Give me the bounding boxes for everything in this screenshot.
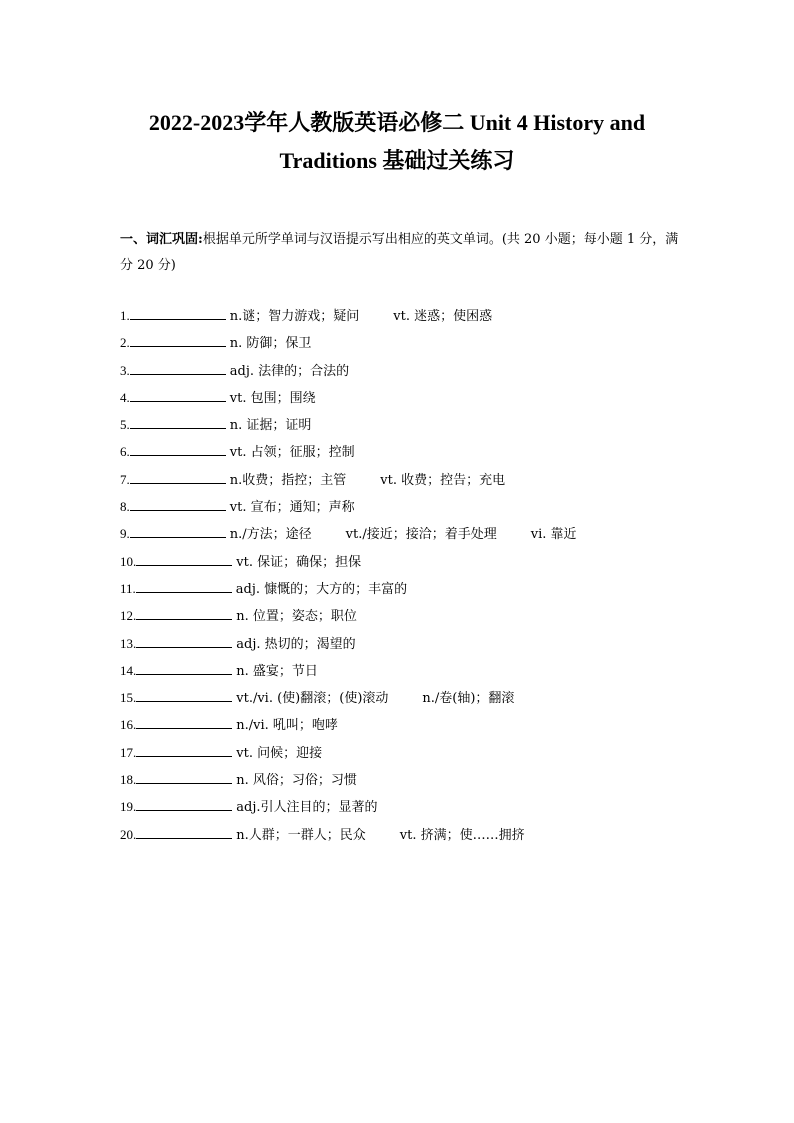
item-number: 3. xyxy=(120,362,130,378)
vocabulary-item xyxy=(120,576,720,603)
vocabulary-item xyxy=(120,740,720,767)
answer-blank[interactable] xyxy=(136,549,232,566)
item-number: 19. xyxy=(120,799,137,815)
item-definition: vt. 占领；征服；控制 xyxy=(229,445,355,461)
item-definition: vt. 宣布；通知；声称 xyxy=(229,500,355,516)
item-definition: n. 风俗；习俗；习惯 xyxy=(236,773,357,789)
item-definition: adj. 法律的；合法的 xyxy=(229,363,350,379)
item-number: 7. xyxy=(120,471,130,487)
item-number: 20. xyxy=(120,826,137,842)
item-number: 16. xyxy=(120,717,137,733)
item-number: 12. xyxy=(120,608,137,624)
document-title xyxy=(0,104,794,180)
item-definition: vt. 收费；控告；充电 xyxy=(380,472,506,488)
vocabulary-item xyxy=(120,549,720,576)
item-definition: n. 盛宴；节日 xyxy=(236,663,318,679)
item-number: 13. xyxy=(120,635,137,651)
answer-blank[interactable] xyxy=(136,603,232,620)
item-definition: vi. 靠近 xyxy=(530,527,577,543)
answer-blank[interactable] xyxy=(136,712,232,729)
vocabulary-item xyxy=(120,385,720,412)
vocabulary-item xyxy=(120,412,720,439)
item-definition: vt./接近；接洽；着手处理 xyxy=(345,527,497,543)
item-definition: adj.引人注目的；显著的 xyxy=(236,800,378,816)
item-definition: n. 位置；姿态；职位 xyxy=(236,609,357,625)
vocabulary-item xyxy=(120,439,720,466)
answer-blank[interactable] xyxy=(136,822,232,839)
item-definition: vt. 保证；确保；担保 xyxy=(236,554,362,570)
answer-blank[interactable] xyxy=(136,740,232,757)
item-definition: n. 证据；证明 xyxy=(229,418,312,434)
item-definition: vt. 迷惑；使困惑 xyxy=(393,309,493,324)
answer-blank[interactable] xyxy=(130,330,226,347)
item-number: 4. xyxy=(120,389,130,405)
answer-blank[interactable] xyxy=(136,794,232,811)
section-heading: 一、词汇巩固: xyxy=(120,232,203,247)
vocabulary-item xyxy=(120,712,720,739)
vocabulary-item xyxy=(120,658,720,685)
vocabulary-item xyxy=(120,358,720,385)
answer-blank[interactable] xyxy=(136,658,232,675)
item-number: 8. xyxy=(120,499,130,515)
item-number: 15. xyxy=(120,690,137,706)
item-number: 10. xyxy=(120,553,137,569)
answer-blank[interactable] xyxy=(130,385,226,402)
item-number: 14. xyxy=(120,662,137,678)
vocabulary-item xyxy=(120,521,720,548)
item-definition: n./vi. 吼叫；咆哮 xyxy=(236,718,338,734)
title-line-1: 2022-2023学年人教版英语必修二 Unit 4 History and xyxy=(148,110,646,135)
answer-blank[interactable] xyxy=(130,412,226,429)
item-number: 5. xyxy=(120,417,130,433)
item-definition: vt. 问候；迎接 xyxy=(236,745,323,761)
item-number: 18. xyxy=(120,772,137,788)
vocabulary-item xyxy=(120,303,720,330)
vocabulary-item xyxy=(120,603,720,630)
item-number: 2. xyxy=(120,335,130,351)
title-line-2: Traditions 基础过关练习 xyxy=(279,148,515,173)
item-definition: n.收费；指控；主管 xyxy=(229,472,347,488)
answer-blank[interactable] xyxy=(136,685,232,702)
item-number: 1. xyxy=(120,308,130,323)
answer-blank[interactable] xyxy=(130,494,226,511)
item-definition: n. 防御；保卫 xyxy=(229,336,312,352)
section-instructions xyxy=(120,227,680,279)
vocabulary-item xyxy=(120,631,720,658)
item-definition: vt. 挤满；使……拥挤 xyxy=(399,827,525,843)
item-number: 6. xyxy=(120,444,130,460)
item-number: 11. xyxy=(120,580,136,596)
answer-blank[interactable] xyxy=(136,576,232,593)
vocabulary-item xyxy=(120,494,720,521)
answer-blank[interactable] xyxy=(130,521,226,538)
vocabulary-item xyxy=(120,822,720,849)
vocabulary-item xyxy=(120,685,720,712)
vocabulary-item xyxy=(120,794,720,821)
item-definition: adj. 慷慨的；大方的；丰富的 xyxy=(235,581,408,597)
item-definition: adj. 热切的；渴望的 xyxy=(236,636,356,652)
vocabulary-list xyxy=(120,303,720,849)
item-definition: vt./vi. (使)翻滚；(使)滚动 xyxy=(236,691,389,707)
answer-blank[interactable] xyxy=(130,467,226,484)
vocabulary-item xyxy=(120,467,720,494)
answer-blank[interactable] xyxy=(130,358,226,375)
answer-blank[interactable] xyxy=(130,303,226,320)
vocabulary-item xyxy=(120,330,720,357)
answer-blank[interactable] xyxy=(136,631,232,648)
item-number: 17. xyxy=(120,744,137,760)
vocabulary-item xyxy=(120,767,720,794)
item-definition: n./方法；途径 xyxy=(229,527,312,543)
item-definition: vt. 包围；围绕 xyxy=(229,390,316,406)
item-definition: n.人群；一群人；民众 xyxy=(236,827,366,843)
answer-blank[interactable] xyxy=(130,439,226,456)
section-instructions-text: 根据单元所学单词与汉语提示写出相应的英文单词。(共 20 小题；每小题 1 分，满分 20 分) xyxy=(120,232,679,273)
answer-blank[interactable] xyxy=(136,767,232,784)
item-number: 9. xyxy=(120,526,130,542)
item-definition: n.谜；智力游戏；疑问 xyxy=(229,309,360,324)
item-definition: n./卷(轴)；翻滚 xyxy=(422,691,515,707)
